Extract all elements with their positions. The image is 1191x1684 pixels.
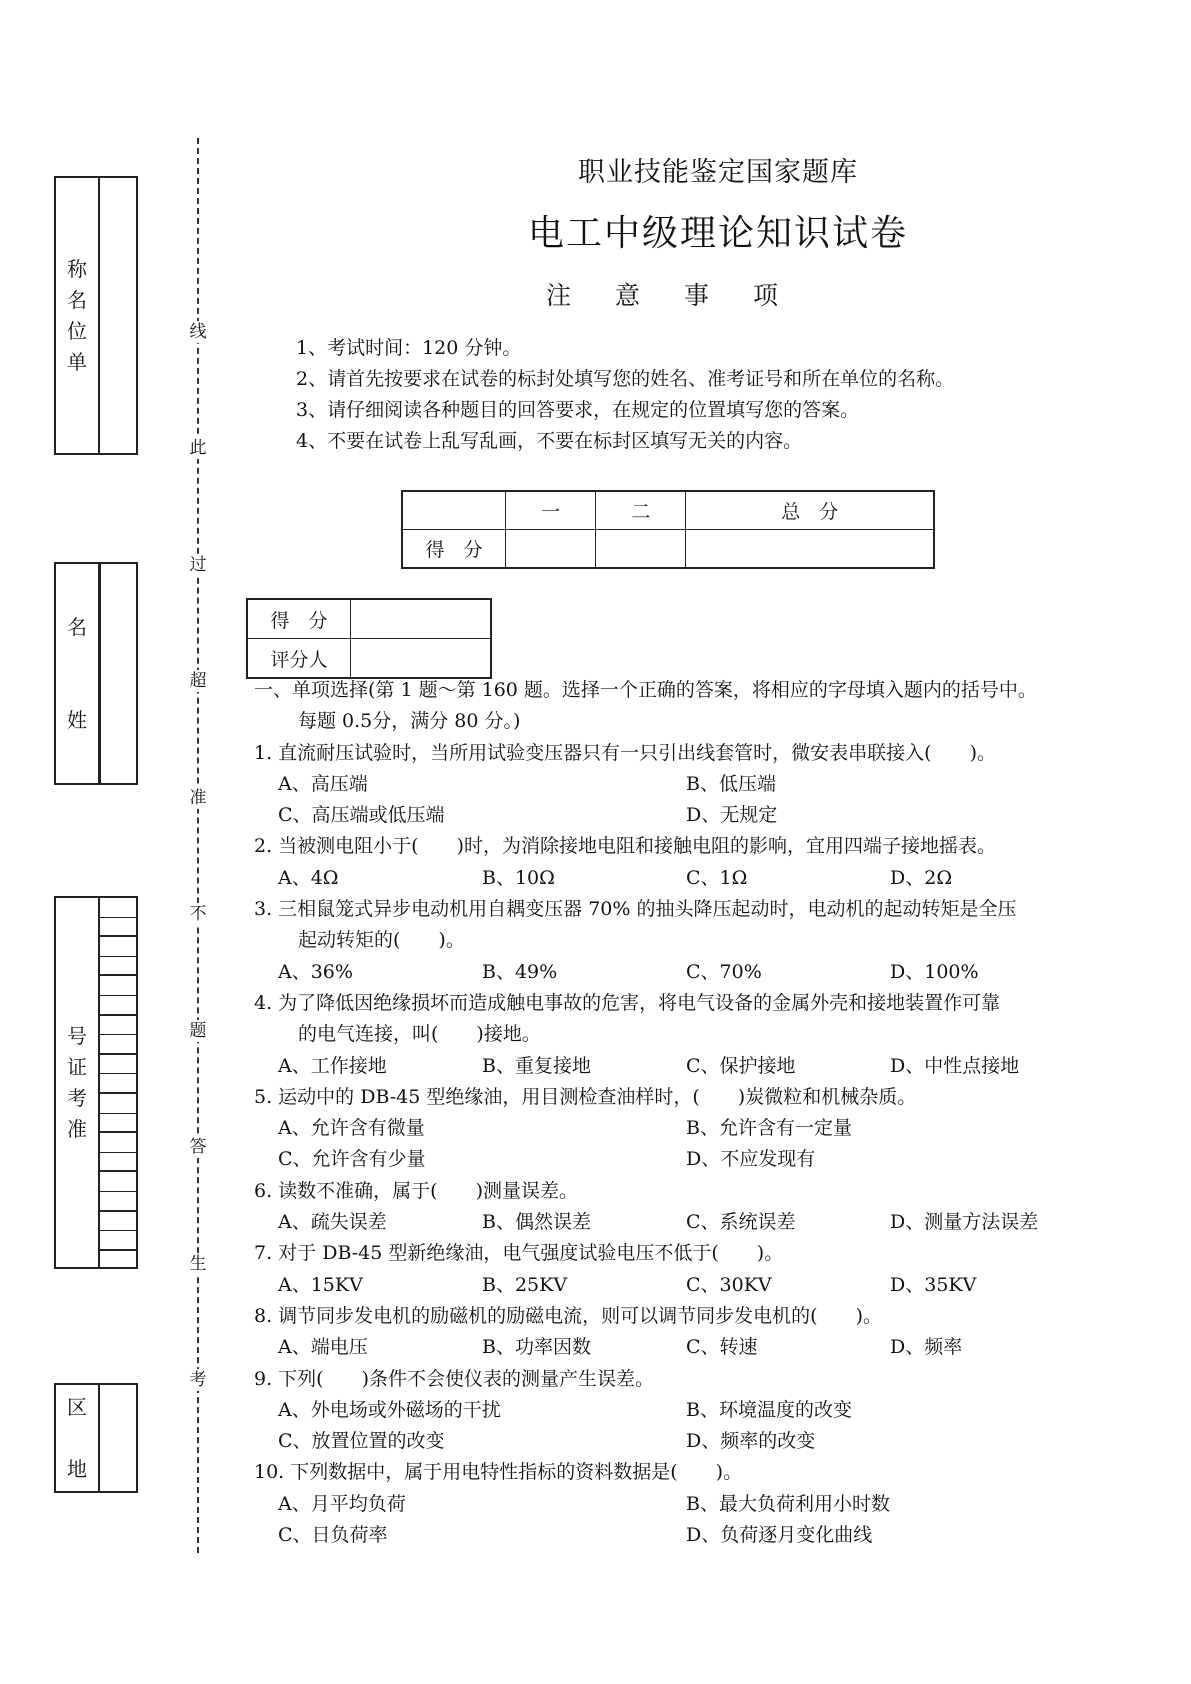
region-box	[54, 1383, 138, 1493]
answer-option: A、端电压	[278, 1336, 368, 1359]
question-stem: 6. 读数不准确，属于( )测量误差。	[254, 1179, 578, 1202]
answer-option: C、30KV	[686, 1273, 772, 1296]
section-title-cont: 每题 0.5分，满分 80 分。)	[298, 710, 521, 733]
score-row-label: 得 分	[402, 530, 506, 569]
question-stem: 10. 下列数据中，属于用电特性指标的资料数据是( )。	[254, 1461, 743, 1484]
unit-label: 称 名 位 单	[67, 256, 87, 374]
section-title: 一、单项选择(第 1 题～第 160 题。选择一个正确的答案，将相应的字母填入题内的括号中。	[254, 679, 1037, 701]
option-row	[254, 1426, 1094, 1457]
answer-option: D、频率	[890, 1336, 963, 1359]
exam-id-cell[interactable]	[98, 1172, 136, 1192]
answer-option: A、4Ω	[278, 866, 339, 889]
score-header-total: 总 分	[686, 491, 934, 530]
grader-name-cell[interactable]	[351, 639, 492, 679]
answer-option: A、外电场或外磁场的干扰	[278, 1398, 501, 1421]
region-label: 区 地	[67, 1394, 87, 1481]
exam-id-cell[interactable]	[98, 957, 136, 977]
option-row	[254, 1113, 1094, 1144]
answer-option: B、10Ω	[482, 866, 555, 889]
answer-option: A、15KV	[278, 1273, 363, 1296]
exam-id-cell[interactable]	[98, 1153, 136, 1173]
answer-option: C、高压端或低压端	[278, 804, 445, 827]
score-cell[interactable]	[506, 530, 596, 569]
name-box	[54, 562, 138, 785]
answer-option: B、低压端	[686, 772, 776, 795]
answer-option: C、放置位置的改变	[278, 1430, 445, 1453]
note-item: 1、考试时间：120 分钟。	[296, 337, 522, 359]
seal-char: 考	[187, 1369, 209, 1391]
grader-score-cell[interactable]	[351, 599, 492, 639]
note-item: 2、请首先按要求在试卷的标封处填写您的姓名、准考证号和所在单位的名称。	[296, 368, 955, 390]
exam-id-cell[interactable]	[98, 996, 136, 1016]
answer-option: D、不应发现有	[686, 1148, 816, 1171]
seal-char: 不	[187, 903, 209, 925]
answer-option: B、重复接地	[482, 1054, 591, 1077]
exam-id-cell[interactable]	[98, 1133, 136, 1153]
score-summary-table	[401, 490, 935, 569]
exam-id-cell[interactable]	[98, 1094, 136, 1114]
seal-char: 此	[187, 437, 209, 459]
question-stem: 9. 下列( )条件不会使仪表的测量产生误差。	[254, 1367, 654, 1390]
answer-option: C、系统误差	[686, 1211, 796, 1234]
answer-option: A、月平均负荷	[278, 1492, 406, 1515]
grader-score-label: 得 分	[247, 599, 351, 639]
note-item: 3、请仔细阅读各种题目的回答要求，在规定的位置填写您的答案。	[296, 399, 860, 421]
exam-id-cell[interactable]	[98, 1231, 136, 1251]
seal-char: 生	[187, 1253, 209, 1275]
exam-id-cell[interactable]	[98, 898, 136, 918]
seal-char: 答	[187, 1136, 209, 1158]
question-stem: 7. 对于 DB-45 型新绝缘油，电气强度试验电压不低于( )。	[254, 1242, 784, 1265]
option-row	[254, 863, 1094, 894]
question-stem: 1. 直流耐压试验时，当所用试验变压器只有一只引出线套管时，微安表串联接入( )。	[254, 741, 996, 764]
answer-option: A、疏失误差	[278, 1211, 387, 1234]
option-row	[254, 769, 1094, 800]
exam-title: 电工中级理论知识试卷	[527, 213, 908, 254]
exam-id-cell[interactable]	[98, 1016, 136, 1036]
answer-option: C、允许含有少量	[278, 1148, 426, 1171]
answer-option: B、功率因数	[482, 1336, 591, 1359]
seal-char: 线	[187, 321, 209, 343]
answer-option: B、最大负荷利用小时数	[686, 1492, 890, 1515]
grader-name-label: 评分人	[247, 639, 351, 679]
exam-id-box	[54, 896, 138, 1269]
seal-char: 题	[187, 1020, 209, 1042]
exam-id-cell[interactable]	[98, 1212, 136, 1232]
seal-char: 准	[187, 787, 209, 809]
answer-option: D、无规定	[686, 804, 778, 827]
option-row	[254, 1395, 1094, 1426]
score-header-part-2: 二	[596, 491, 686, 530]
seal-char: 过	[187, 554, 209, 576]
option-row	[254, 1051, 1094, 1082]
answer-option: B、49%	[482, 960, 558, 983]
note-item: 4、不要在试卷上乱写乱画，不要在标封区填写无关的内容。	[296, 430, 803, 452]
answer-option: B、允许含有一定量	[686, 1117, 852, 1140]
grader-table	[246, 598, 492, 679]
answer-option: D、100%	[890, 960, 979, 983]
name-label: 名 姓	[67, 614, 87, 732]
answer-option: D、负荷逐月变化曲线	[686, 1524, 873, 1547]
option-row	[254, 1207, 1094, 1238]
exam-id-cell[interactable]	[98, 937, 136, 957]
answer-option: C、转速	[686, 1336, 758, 1359]
answer-option: C、日负荷率	[278, 1524, 388, 1547]
question-stem-cont: 起动转矩的( )。	[298, 929, 465, 952]
answer-option: C、70%	[686, 960, 762, 983]
option-row	[254, 1270, 1094, 1301]
exam-id-grid	[98, 898, 136, 1267]
exam-id-cell[interactable]	[98, 1192, 136, 1212]
answer-option: D、2Ω	[890, 866, 953, 889]
option-row	[254, 1520, 1094, 1551]
answer-option: A、36%	[278, 960, 353, 983]
option-row	[254, 957, 1094, 988]
answer-option: C、保护接地	[686, 1054, 796, 1077]
seal-char: 超	[187, 670, 209, 692]
answer-option: D、测量方法误差	[890, 1211, 1039, 1234]
exam-subtitle: 职业技能鉴定国家题库	[578, 157, 858, 188]
answer-option: B、环境温度的改变	[686, 1398, 852, 1421]
option-row	[254, 1489, 1094, 1520]
option-row	[254, 800, 1094, 831]
answer-option: B、偶然误差	[482, 1211, 591, 1234]
question-stem: 3. 三相鼠笼式异步电动机用自耦变压器 70% 的抽头降压起动时，电动机的起动转矩是全压	[254, 898, 1017, 921]
answer-option: D、频率的改变	[686, 1430, 816, 1453]
answer-option: C、1Ω	[686, 866, 748, 889]
question-stem-cont: 的电气连接，叫( )接地。	[298, 1023, 541, 1046]
exam-id-cell[interactable]	[98, 1035, 136, 1055]
answer-option: B、25KV	[482, 1273, 568, 1296]
exam-id-label: 号 证 考 准	[67, 1023, 87, 1141]
answer-option: A、高压端	[278, 772, 368, 795]
exam-id-cell[interactable]	[98, 1114, 136, 1134]
question-stem: 4. 为了降低因绝缘损坏而造成触电事故的危害，将电气设备的金属外壳和接地装置作可靠	[254, 991, 1001, 1014]
notes-list	[296, 333, 954, 457]
option-row	[254, 1332, 1094, 1363]
exam-id-cell[interactable]	[98, 976, 136, 996]
answer-option: A、允许含有微量	[278, 1117, 425, 1140]
answer-option: A、工作接地	[278, 1054, 387, 1077]
exam-id-cell[interactable]	[98, 918, 136, 938]
score-cell[interactable]	[686, 530, 934, 569]
option-row	[254, 1144, 1094, 1175]
seal-dashed-line	[197, 138, 199, 1553]
score-header-part-1: 一	[506, 491, 596, 530]
exam-id-cell[interactable]	[98, 1074, 136, 1094]
answer-option: D、中性点接地	[890, 1054, 1020, 1077]
score-header-blank	[402, 491, 506, 530]
score-cell[interactable]	[596, 530, 686, 569]
notice-heading: 注意事项	[546, 281, 823, 310]
exam-id-cell[interactable]	[98, 1055, 136, 1075]
question-list	[254, 738, 1094, 1552]
question-stem: 2. 当被测电阻小于( )时，为消除接地电阻和接触电阻的影响，宜用四端子接地摇表。	[254, 835, 996, 858]
question-stem: 8. 调节同步发电机的励磁机的励磁电流，则可以调节同步发电机的( )。	[254, 1304, 882, 1327]
questions-section	[254, 675, 1094, 1551]
question-stem: 5. 运动中的 DB-45 型绝缘油，用目测检查油样时，( )炭微粒和机械杂质。	[254, 1085, 917, 1108]
answer-option: D、35KV	[890, 1273, 977, 1296]
